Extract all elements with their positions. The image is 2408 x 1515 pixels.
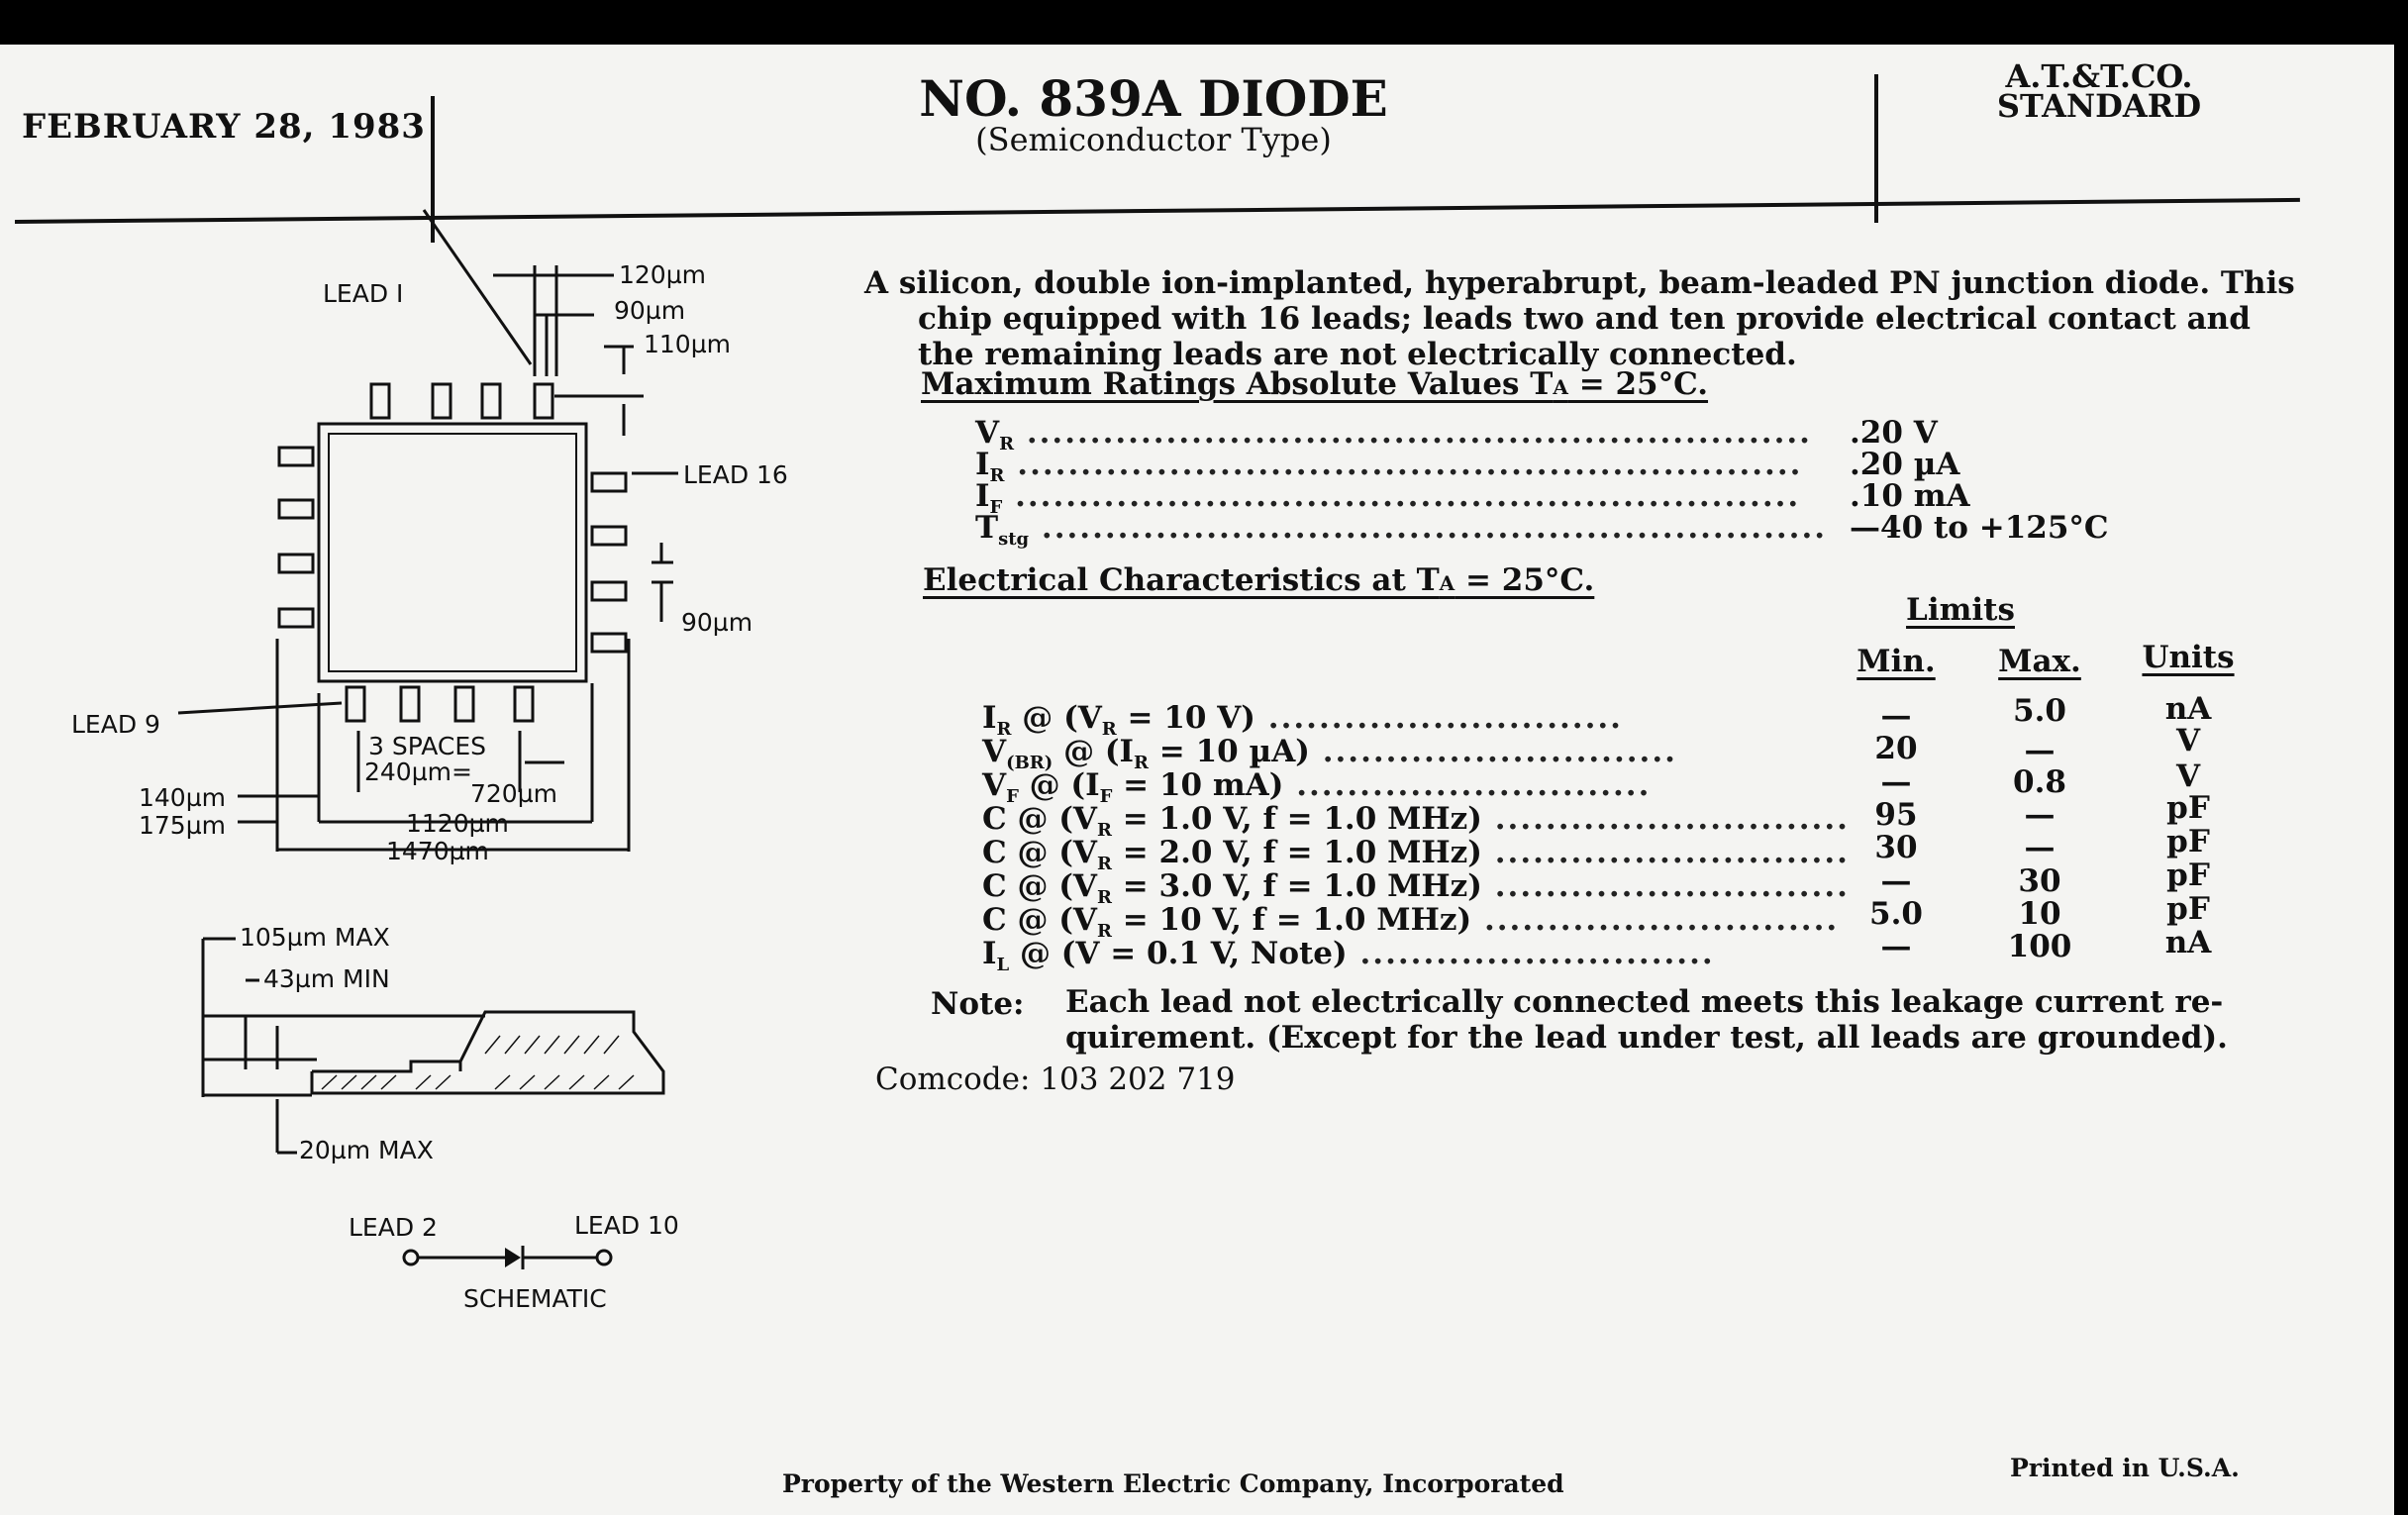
- rating-symbol-sub: R: [989, 465, 1005, 487]
- cell-unit: pF: [2166, 824, 2210, 859]
- table-row: [982, 936, 1715, 976]
- leader-dots: ............................: [1481, 801, 1850, 837]
- rating-symbol: V: [975, 415, 1000, 451]
- cell-max: 10: [2018, 896, 2061, 932]
- rating-value: .20 µA: [1850, 447, 1960, 482]
- cell-max: —: [2024, 733, 2056, 768]
- dim-1470um: 1470µm: [386, 837, 489, 865]
- table-row: [982, 734, 1677, 774]
- cell-max: 100: [2007, 929, 2072, 964]
- standard-line2: STANDARD: [1996, 87, 2202, 125]
- param-label: C @ ($V_R = 2.0$ V, f = 1.0 MHz): [982, 835, 1482, 875]
- rating-value: .10 mA: [1850, 478, 1970, 514]
- label-lead-16: LEAD 16: [683, 460, 788, 489]
- param-label: C @ ($V_R = 3.0$ V, f = 1.0 MHz): [982, 868, 1482, 909]
- dim-175um: 175µm: [139, 811, 226, 840]
- comcode: [875, 1061, 1236, 1097]
- label-lead-9: LEAD 9: [71, 710, 160, 739]
- rating-value: .20 V: [1850, 415, 1938, 451]
- dim-1120um: 1120µm: [406, 809, 509, 838]
- standard-line1: A.T.&T.CO.: [2005, 57, 2193, 95]
- leader-dots: ............................: [1471, 902, 1840, 938]
- leader-dots: ............................: [1481, 868, 1850, 904]
- header-divider-right: [1874, 74, 1878, 223]
- schematic-lead-10: LEAD 10: [574, 1211, 679, 1240]
- cell-unit: pF: [2166, 891, 2210, 927]
- cell-min: —: [1880, 698, 1912, 734]
- diode-symbol-icon: [505, 1248, 521, 1267]
- comcode-value: 103 202 719: [1040, 1061, 1236, 1097]
- chip-body: [319, 424, 586, 681]
- leader-dots: ............................: [1309, 734, 1677, 769]
- standard-label: [1970, 57, 2228, 125]
- rating-symbol-sub: F: [989, 497, 1003, 519]
- cell-unit: nA: [2164, 691, 2212, 727]
- leader-dots: ............................: [1254, 700, 1623, 736]
- footer-printed: Printed in U.S.A.: [2010, 1454, 2240, 1482]
- cell-max: —: [2024, 830, 2056, 865]
- note-line1: Each lead not electrically connected meets this leakage current re-: [1065, 984, 2224, 1020]
- col-max-label: Max.: [1998, 644, 2081, 679]
- dim-140um: 140µm: [139, 783, 226, 812]
- dim-20um-max: 20µm MAX: [299, 1136, 434, 1164]
- col-units-label: Units: [2142, 640, 2235, 675]
- cell-min: —: [1880, 764, 1912, 800]
- leader-dots: ..............................................................: [1029, 510, 1828, 546]
- cell-min: —: [1880, 863, 1912, 899]
- cell-unit: pF: [2166, 858, 2210, 893]
- cell-max: 0.8: [2013, 764, 2066, 800]
- cell-unit: pF: [2166, 790, 2210, 826]
- description-line3: the remaining leads are not electrically connected.: [918, 337, 1797, 372]
- rating-row: [975, 415, 1812, 455]
- label-lead-1: LEAD I: [323, 279, 404, 308]
- dim-43um-min: 43µm MIN: [263, 964, 390, 993]
- dim-105um-max: 105µm MAX: [240, 923, 390, 952]
- table-row: [982, 700, 1623, 741]
- rating-row: [975, 478, 1801, 519]
- leader-dots: ............................: [1481, 835, 1850, 870]
- param-label: $V_{(BR)}$ @ ($I_R = 10$ µA): [982, 734, 1310, 774]
- dim-3-spaces: 3 SPACES: [368, 732, 486, 760]
- electrical-heading: Electrical Characteristics at TA = 25°C.: [923, 562, 1595, 598]
- page-subtitle: (Semiconductor Type): [975, 121, 1332, 158]
- note-label: Note:: [931, 986, 1025, 1022]
- schematic-label: SCHEMATIC: [463, 1284, 607, 1313]
- leader-dots: ..............................................................: [1002, 478, 1801, 514]
- cell-max: 5.0: [2013, 693, 2066, 729]
- cell-min: —: [1880, 929, 1912, 964]
- table-row: [982, 767, 1652, 808]
- leader-dots: ............................: [1283, 767, 1652, 803]
- cell-max: 30: [2018, 863, 2061, 899]
- cell-unit: V: [2175, 758, 2201, 794]
- cell-min: 20: [1874, 731, 1918, 766]
- description-line1: A silicon, double ion-implanted, hyperabrupt, beam-leaded PN junction diode. This: [864, 265, 2295, 301]
- cell-max: —: [2024, 797, 2056, 833]
- rating-symbol: T: [975, 510, 999, 546]
- dim-90um-top: 90µm: [614, 296, 686, 325]
- rating-symbol: I: [975, 447, 990, 482]
- leader-dots: ..............................................................: [1004, 447, 1803, 482]
- leader-dots: ..............................................................: [1014, 415, 1812, 451]
- param-label: $I_L$ @ (V = 0.1 V, Note): [982, 936, 1348, 976]
- rating-row: [975, 447, 1803, 487]
- param-label: $V_F$ @ ($I_F = 10$ mA): [982, 767, 1284, 808]
- table-row: [982, 801, 1850, 842]
- leader-dots: ............................: [1347, 936, 1715, 971]
- schematic-lead-2: LEAD 2: [349, 1213, 438, 1242]
- table-row: [982, 835, 1850, 875]
- limits-label: Limits: [1906, 592, 2015, 628]
- cell-unit: V: [2175, 723, 2201, 758]
- chip-outline-drawing: [0, 0, 812, 1406]
- issue-date: FEBRUARY 28, 1983: [22, 107, 426, 147]
- rating-symbol-sub: R: [999, 434, 1015, 455]
- cell-min: 95: [1874, 797, 1918, 833]
- cell-unit: nA: [2164, 925, 2212, 960]
- rating-value: —40 to +125°C: [1850, 510, 2109, 546]
- cell-min: 5.0: [1869, 896, 1923, 932]
- footer-property: Property of the Western Electric Company, Incorporated: [782, 1469, 1564, 1498]
- dim-240um: 240µm=: [364, 758, 472, 786]
- max-ratings-heading: Maximum Ratings Absolute Values TA = 25°C.: [921, 366, 1709, 402]
- cell-min: 30: [1874, 830, 1918, 865]
- description-line2: chip equipped with 16 leads; leads two and ten provide electrical contact and: [918, 301, 2251, 337]
- note-line2: quirement. (Except for the lead under test, all leads are grounded).: [1065, 1020, 2228, 1056]
- rating-row: [975, 510, 1828, 551]
- param-label: $I_R$ @ ($V_R = 10$ V): [982, 700, 1255, 741]
- col-min-label: Min.: [1856, 644, 1936, 679]
- dim-720um: 720µm: [470, 779, 557, 808]
- comcode-label: Comcode:: [875, 1061, 1031, 1097]
- page-title: NO. 839A DIODE: [919, 69, 1388, 128]
- rating-symbol-sub: stg: [998, 529, 1030, 551]
- rating-symbol: I: [975, 478, 990, 514]
- table-row: [982, 902, 1840, 943]
- dim-90um-side: 90µm: [681, 608, 753, 637]
- param-label: C @ ($V_R = 1.0$ V, f = 1.0 MHz): [982, 801, 1482, 842]
- param-label: C @ ($V_R = 10$ V, f = 1.0 MHz): [982, 902, 1472, 943]
- dim-120um: 120µm: [619, 260, 706, 289]
- table-row: [982, 868, 1850, 909]
- dim-110um: 110µm: [644, 330, 731, 358]
